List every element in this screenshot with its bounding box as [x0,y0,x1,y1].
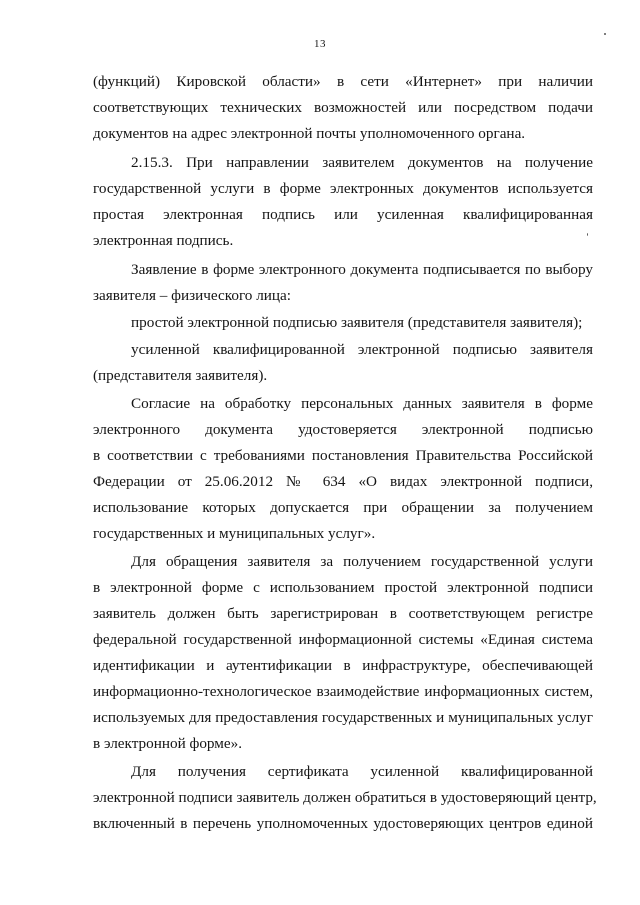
text-line: заявителя – физического лица: [93,287,291,304]
text-line: электронного документа удостоверяется электронной подписью [93,421,593,438]
text-line: федеральной государственной информационной системы «Единая система [93,631,593,648]
text-line: в электронной форме». [93,735,243,752]
text-line: (представителя заявителя). [93,367,268,384]
text-line: соответствующих технических возможностей или посредством подачи [93,99,593,116]
text-line: Согласие на обработку персональных данных заявителя в форме [131,395,593,412]
page-number: 13 [314,38,326,50]
text-line: Для обращения заявителя за получением государственной услуги [131,553,593,570]
text-line: заявитель должен быть зарегистрирован в соответствующем регистре [93,605,593,622]
text-line: государственных и муниципальных услуг». [93,525,376,542]
text-line: 2.15.3. При направлении заявителем документов на получение [131,154,593,171]
text-line: государственной услуги в форме электронных документов используется [93,180,593,197]
text-line: идентификации и аутентификации в инфраструктуре, обеспечивающей [93,657,593,674]
text-line: электронной подписи заявитель должен обратиться в удостоверяющий центр, [93,789,597,806]
text-line: используемых для предоставления государственных и муниципальных услуг [93,709,593,726]
text-line: Федерации от 25.06.2012 № 634 «О видах электронной подписи, [93,473,593,490]
text-line: в соответствии с требованиями постановления Правительства Российской [93,447,593,464]
text-line: простая электронная подпись или усиленная квалифицированная [93,206,593,223]
text-line: Для получения сертификата усиленной квалифицированной [131,763,593,780]
text-line: в электронной форме с использованием простой электронной подписи [93,579,593,596]
text-line: усиленной квалифицированной электронной подписью заявителя [131,341,593,358]
scan-speck [587,233,588,236]
text-line: информационно-технологическое взаимодействие информационных систем, [93,683,593,700]
text-line: Заявление в форме электронного документа подписывается по выбору [131,261,593,278]
text-line: (функций) Кировской области» в сети «Интернет» при наличии [93,73,593,90]
text-line: простой электронной подписью заявителя (представителя заявителя); [131,314,583,331]
scan-speck [604,33,606,35]
text-line: документов на адрес электронной почты уполномоченного органа. [93,125,526,142]
text-line: использование которых допускается при обращении за получением [93,499,593,516]
text-line: включенный в перечень уполномоченных удостоверяющих центров единой [93,815,593,832]
text-line: электронная подпись. [93,232,234,249]
